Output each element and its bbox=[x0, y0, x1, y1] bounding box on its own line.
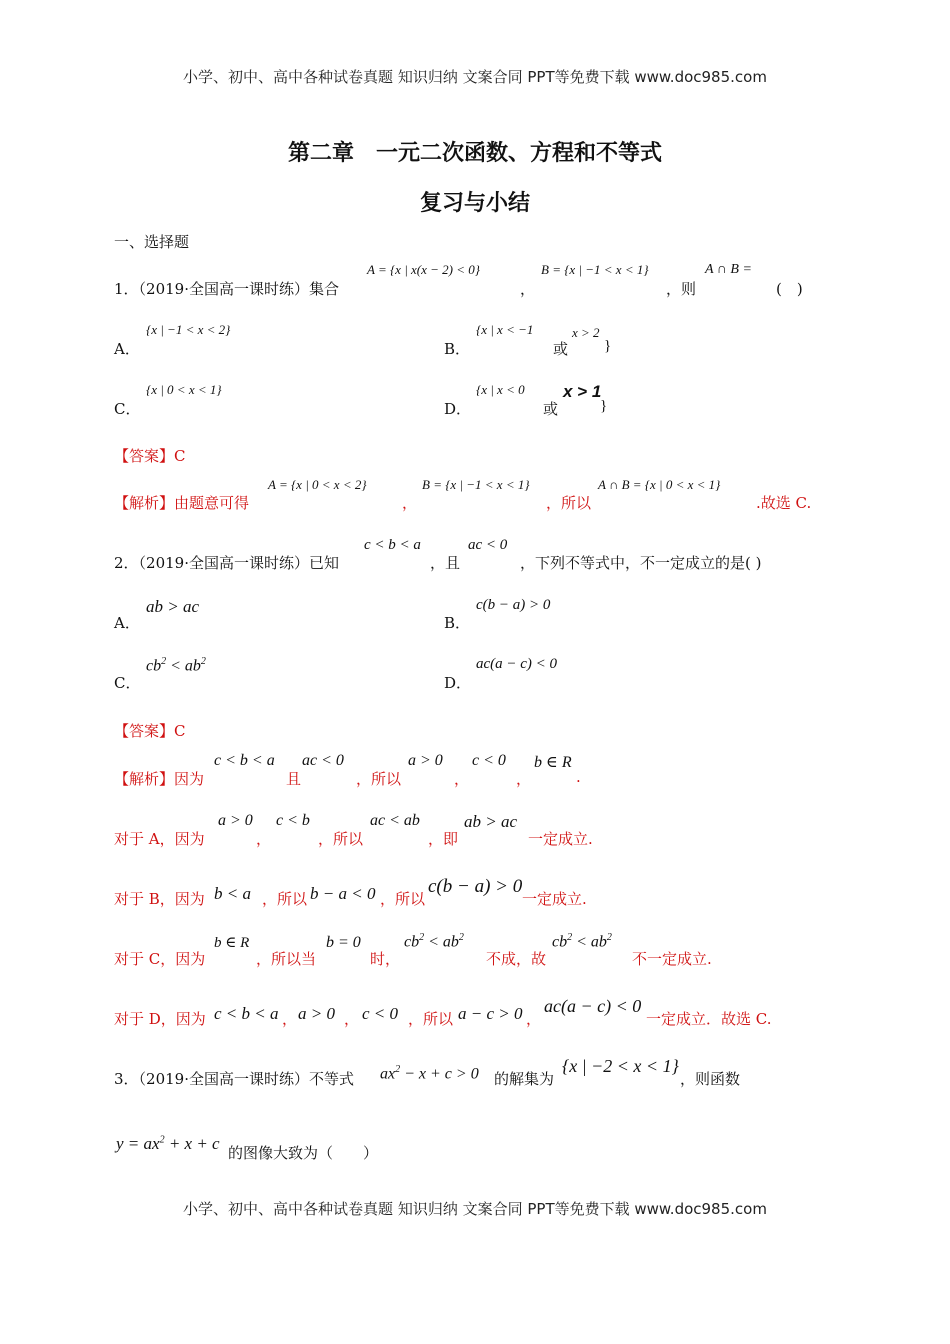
q2-exp1-m4: c < 0 bbox=[472, 752, 506, 769]
q3-solution-set-text: 的解集为 bbox=[494, 1070, 555, 1088]
q1-exp-intersection: A ∩ B = {x | 0 < x < 1} bbox=[598, 477, 721, 492]
q2-exp5-m2: a > 0 bbox=[298, 1004, 335, 1023]
q2-option-c-label: C． bbox=[114, 674, 141, 692]
q2-exp3-m1: b < a bbox=[214, 884, 251, 903]
q2-exp5-c3: ， bbox=[526, 1010, 542, 1028]
q2-exp3-head: 对于 B，因为 bbox=[114, 890, 205, 908]
q1-explanation-head: 【解析】由题意可得 bbox=[114, 494, 250, 512]
q2-exp4-m2: b = 0 bbox=[326, 934, 361, 951]
q2-exp2-m2: c < b bbox=[276, 812, 310, 829]
q2-option-b-label: B． bbox=[444, 614, 471, 632]
q2-exp1-and: 且 bbox=[286, 770, 302, 788]
q2-cond-2: ac < 0 bbox=[468, 537, 508, 553]
q2-exp5-head: 对于 D，因为 bbox=[114, 1010, 206, 1028]
q2-option-c: $cb^2 < ab^2$ bbox=[146, 656, 206, 675]
q2-exp4-when: 时， bbox=[370, 950, 401, 968]
q2-exp3-end: 一定成立. bbox=[522, 890, 587, 908]
chapter-title: 第二章 一元二次函数、方程和不等式 bbox=[287, 141, 662, 166]
q2-exp4-end: 不一定成立. bbox=[632, 950, 712, 968]
q1-paren: ( ) bbox=[776, 280, 803, 298]
q2-exp5-m4: a − c > 0 bbox=[458, 1004, 523, 1023]
q2-exp1-m5: b ∈ R bbox=[534, 754, 572, 771]
q2-exp2-end: 一定成立. bbox=[528, 830, 593, 848]
q2-exp2-m4: ab > ac bbox=[464, 812, 518, 831]
q2-exp4-fail: 不成，故 bbox=[486, 950, 547, 968]
q2-exp1-head: 【解析】因为 bbox=[114, 770, 205, 788]
q1-comma: ， bbox=[520, 280, 536, 298]
q2-exp5-c2: ， bbox=[344, 1010, 360, 1028]
q2-exp5-c1: ， bbox=[282, 1010, 298, 1028]
q2-exp2-ie: ，即 bbox=[428, 830, 459, 848]
q2-exp4-m1: b ∈ R bbox=[214, 935, 250, 951]
q2-exp1-m3: a > 0 bbox=[408, 752, 443, 769]
q2-exp4-m3: $cb^2 < ab^2$ bbox=[404, 932, 464, 951]
q2-option-a-label: A． bbox=[114, 614, 140, 632]
q1-exp-comma: ， bbox=[402, 494, 418, 512]
q2-exp1-c1: ， bbox=[454, 770, 470, 788]
q2-exp3-m3: c(b − a) > 0 bbox=[428, 876, 523, 897]
q2-and: ，且 bbox=[430, 554, 461, 572]
q2-answer: 【答案】C bbox=[114, 722, 186, 740]
q3-graph-prompt: 的图像大致为（ ） bbox=[228, 1144, 379, 1162]
q2-exp3-so: ，所以 bbox=[262, 890, 308, 908]
q2-exp3-so2: ，所以 bbox=[380, 890, 426, 908]
q1-stem: 1．（2019·全国高一课时练）集合 bbox=[114, 280, 339, 298]
q1-option-b-part1: {x | x < −1 bbox=[476, 322, 534, 337]
q2-exp2-m1: a > 0 bbox=[218, 812, 253, 829]
q1-option-d-part1: {x | x < 0 bbox=[476, 382, 525, 397]
q1-option-d-label: D． bbox=[444, 400, 472, 418]
section-title: 复习与小结 bbox=[419, 191, 530, 216]
q1-option-b-label: B． bbox=[444, 340, 471, 358]
q2-option-a: ab > ac bbox=[146, 597, 200, 616]
q1-intersection: A ∩ B = bbox=[705, 262, 752, 277]
q2-exp1-end: . bbox=[576, 768, 581, 786]
q1-exp-end: .故选 C. bbox=[756, 494, 812, 512]
q2-exp5-m1: c < b < a bbox=[214, 1004, 279, 1023]
q2-stem: 2．（2019·全国高一课时练）已知 bbox=[114, 554, 339, 572]
q1-set-b: B = {x | −1 < x < 1} bbox=[541, 262, 649, 277]
q2-exp2-head: 对于 A，因为 bbox=[114, 830, 205, 848]
q1-set-a: A = {x | x(x − 2) < 0} bbox=[367, 262, 480, 277]
q2-exp1-m1: c < b < a bbox=[214, 752, 275, 769]
q1-option-a: {x | −1 < x < 2} bbox=[146, 322, 231, 337]
q1-answer: 【答案】C bbox=[114, 447, 186, 465]
q2-option-d-label: D． bbox=[444, 674, 472, 692]
page-header: 小学、初中、高中各种试卷真题 知识归纳 文案合同 PPT等免费下载 www.doc985.com bbox=[183, 68, 767, 86]
q3-inequality: $ax^2 - x + c > 0$ bbox=[380, 1064, 479, 1083]
q2-exp4-so: ，所以当 bbox=[256, 950, 317, 968]
q1-option-c-label: C． bbox=[114, 400, 141, 418]
page-footer: 小学、初中、高中各种试卷真题 知识归纳 文案合同 PPT等免费下载 www.doc985.com bbox=[183, 1200, 767, 1218]
q2-exp5-end: 一定成立．故选 C. bbox=[646, 1010, 772, 1028]
q2-exp5-m5: ac(a − c) < 0 bbox=[544, 996, 642, 1016]
q2-option-d: ac(a − c) < 0 bbox=[476, 656, 558, 672]
q3-function: $y = ax^2 + x + c$ bbox=[116, 1134, 220, 1153]
q2-exp2-m3: ac < ab bbox=[370, 812, 420, 829]
q1-exp-set-a: A = {x | 0 < x < 2} bbox=[268, 477, 367, 492]
q3-solution-set: {x | −2 < x < 1} bbox=[562, 1056, 679, 1076]
q1-option-d-or: 或 bbox=[543, 400, 559, 418]
q2-exp1-m2: ac < 0 bbox=[302, 752, 344, 769]
q1-exp-so: ，所以 bbox=[546, 494, 592, 512]
q2-exp5-m3: c < 0 bbox=[362, 1004, 399, 1023]
q2-exp4-m4: $cb^2 < ab^2$ bbox=[552, 932, 612, 951]
q2-option-b: c(b − a) > 0 bbox=[476, 597, 551, 613]
q1-option-b-close: } bbox=[604, 338, 612, 354]
q1-option-b-or: 或 bbox=[553, 340, 569, 358]
q2-exp2-so: ，所以 bbox=[318, 830, 364, 848]
q1-then: ，则 bbox=[666, 280, 697, 298]
q2-exp5-so: ，所以 bbox=[408, 1010, 454, 1028]
q2-exp1-so: ，所以 bbox=[356, 770, 402, 788]
q1-option-d-part2: x > 1 bbox=[563, 382, 602, 401]
q2-exp2-c1: ， bbox=[256, 830, 272, 848]
q3-function-text: ，则函数 bbox=[680, 1070, 741, 1088]
q1-option-b-part2: x > 2 bbox=[572, 325, 600, 340]
section-heading: 一、选择题 bbox=[114, 233, 190, 251]
q1-option-d-close: } bbox=[600, 398, 608, 414]
q1-exp-set-b: B = {x | −1 < x < 1} bbox=[422, 477, 530, 492]
q3-stem: 3．（2019·全国高一课时练）不等式 bbox=[114, 1070, 354, 1088]
q2-exp4-head: 对于 C，因为 bbox=[114, 950, 206, 968]
q2-cond-1: c < b < a bbox=[364, 537, 421, 553]
q2-exp3-m2: b − a < 0 bbox=[310, 884, 376, 903]
q1-option-a-label: A． bbox=[114, 340, 140, 358]
q2-question: ，下列不等式中，不一定成立的是( ) bbox=[520, 554, 762, 572]
q1-option-c: {x | 0 < x < 1} bbox=[146, 382, 222, 397]
q2-exp1-c2: ， bbox=[516, 770, 532, 788]
